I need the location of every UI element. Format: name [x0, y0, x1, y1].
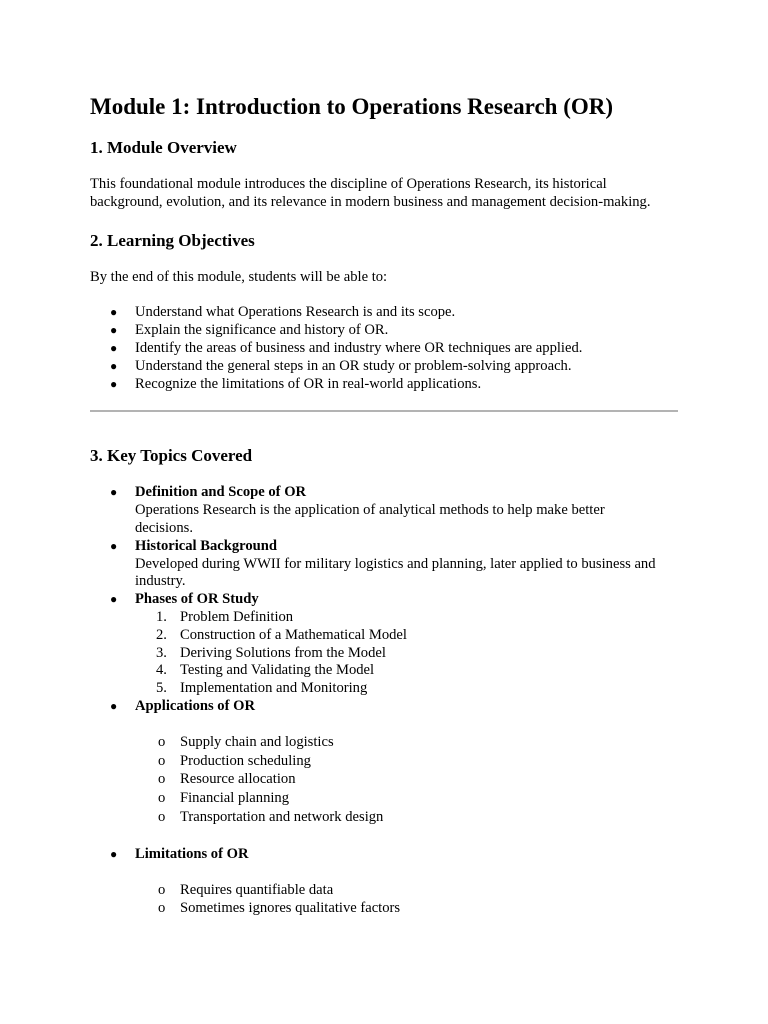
bullet-icon: ● [110, 376, 118, 391]
list-item [90, 680, 680, 698]
topic-title: Definition and Scope of OR [135, 484, 307, 501]
list-item [90, 609, 680, 627]
overview-line-2: background, evolution, and its relevance in modern business and management decision-making. [90, 193, 651, 210]
objectives-list [90, 304, 680, 393]
document-title: Module 1: Introduction to Operations Research (OR) [90, 94, 614, 119]
section-heading-objectives: 2. Learning Objectives [90, 230, 255, 250]
list-item [90, 900, 680, 918]
list-item [90, 627, 680, 645]
topic-text-line: decisions. [135, 519, 193, 536]
list-item-text: Understand the general steps in an OR study or problem-solving approach. [135, 357, 572, 374]
topic-history [90, 538, 680, 591]
list-item [90, 358, 680, 376]
list-item-text: Requires quantifiable data [180, 881, 334, 898]
section-heading-topics: 3. Key Topics Covered [90, 446, 253, 466]
list-item-text: Identify the areas of business and industry where OR techniques are applied. [135, 339, 583, 356]
spacer [90, 864, 680, 882]
list-item-text: Sometimes ignores qualitative factors [180, 900, 401, 917]
overview-line-1: This foundational module introduces the discipline of Operations Research, its historical [90, 176, 607, 192]
list-item [90, 322, 680, 340]
list-item-text: Transportation and network design [180, 808, 384, 825]
topic-definition [90, 484, 680, 537]
list-item [90, 790, 680, 808]
topic-limitations [90, 846, 680, 864]
horizontal-divider [90, 410, 678, 412]
circle-bullet-icon: o [158, 808, 166, 825]
list-item [90, 340, 680, 358]
list-item-text: Recognize the limitations of OR in real-world applications. [135, 375, 482, 392]
list-item-text: Testing and Validating the Model [180, 662, 375, 679]
topic-text-line: Operations Research is the application of analytical methods to help make better [135, 502, 605, 519]
list-item [90, 304, 680, 322]
list-item-text: Construction of a Mathematical Model [180, 626, 407, 643]
list-item-text: Production scheduling [180, 752, 311, 769]
applications-list [90, 734, 680, 827]
bullet-icon: ● [110, 538, 118, 553]
circle-bullet-icon: o [158, 752, 166, 769]
topics-list-continued [90, 698, 680, 716]
list-number: 1. [156, 608, 167, 625]
list-item [90, 753, 680, 771]
circle-bullet-icon: o [158, 771, 166, 788]
circle-bullet-icon: o [158, 900, 166, 917]
phases-list [90, 609, 680, 698]
topic-title: Phases of OR Study [135, 591, 259, 608]
topics-list-limitations [90, 846, 680, 864]
topic-title: Historical Background [135, 537, 278, 554]
list-item-text: Supply chain and logistics [180, 733, 334, 750]
bullet-icon: ● [110, 698, 118, 713]
bullet-icon: ● [110, 358, 118, 373]
bullet-icon: ● [110, 305, 118, 320]
topics-list [90, 484, 680, 609]
topic-phases [90, 591, 680, 609]
topic-text-line: Developed during WWII for military logistics and planning, later applied to business and [135, 555, 656, 572]
list-item-text: Implementation and Monitoring [180, 680, 368, 697]
circle-bullet-icon: o [158, 733, 166, 750]
list-item-text: Problem Definition [180, 608, 294, 625]
bullet-icon: ● [110, 592, 118, 607]
list-item-text: Financial planning [180, 790, 290, 807]
bullet-icon: ● [110, 485, 118, 500]
list-item [90, 771, 680, 789]
topic-title: Limitations of OR [135, 845, 249, 862]
limitations-list [90, 882, 680, 919]
bullet-icon: ● [110, 340, 118, 355]
objectives-intro: By the end of this module, students will be able to: [90, 268, 388, 285]
overview-paragraph [90, 176, 680, 212]
spacer [90, 827, 680, 846]
list-number: 5. [156, 680, 167, 697]
bullet-icon: ● [110, 323, 118, 338]
list-item [90, 809, 680, 827]
list-item [90, 662, 680, 680]
list-number: 4. [156, 662, 167, 679]
topic-applications [90, 698, 680, 716]
list-item [90, 376, 680, 394]
list-number: 2. [156, 626, 167, 643]
bullet-icon: ● [110, 846, 118, 861]
list-item-text: Resource allocation [180, 771, 296, 788]
list-item [90, 645, 680, 663]
section-heading-overview: 1. Module Overview [90, 138, 237, 157]
list-item-text: Deriving Solutions from the Model [180, 644, 386, 661]
list-item-text: Understand what Operations Research is and its scope. [135, 304, 456, 321]
circle-bullet-icon: o [158, 790, 166, 807]
list-item [90, 734, 680, 752]
topic-text-line: industry. [135, 573, 186, 590]
spacer [90, 716, 680, 734]
list-item [90, 882, 680, 900]
list-number: 3. [156, 644, 167, 661]
topic-title: Applications of OR [135, 697, 256, 714]
list-item-text: Explain the significance and history of OR. [135, 322, 389, 339]
circle-bullet-icon: o [158, 881, 166, 898]
document-page [90, 93, 680, 918]
